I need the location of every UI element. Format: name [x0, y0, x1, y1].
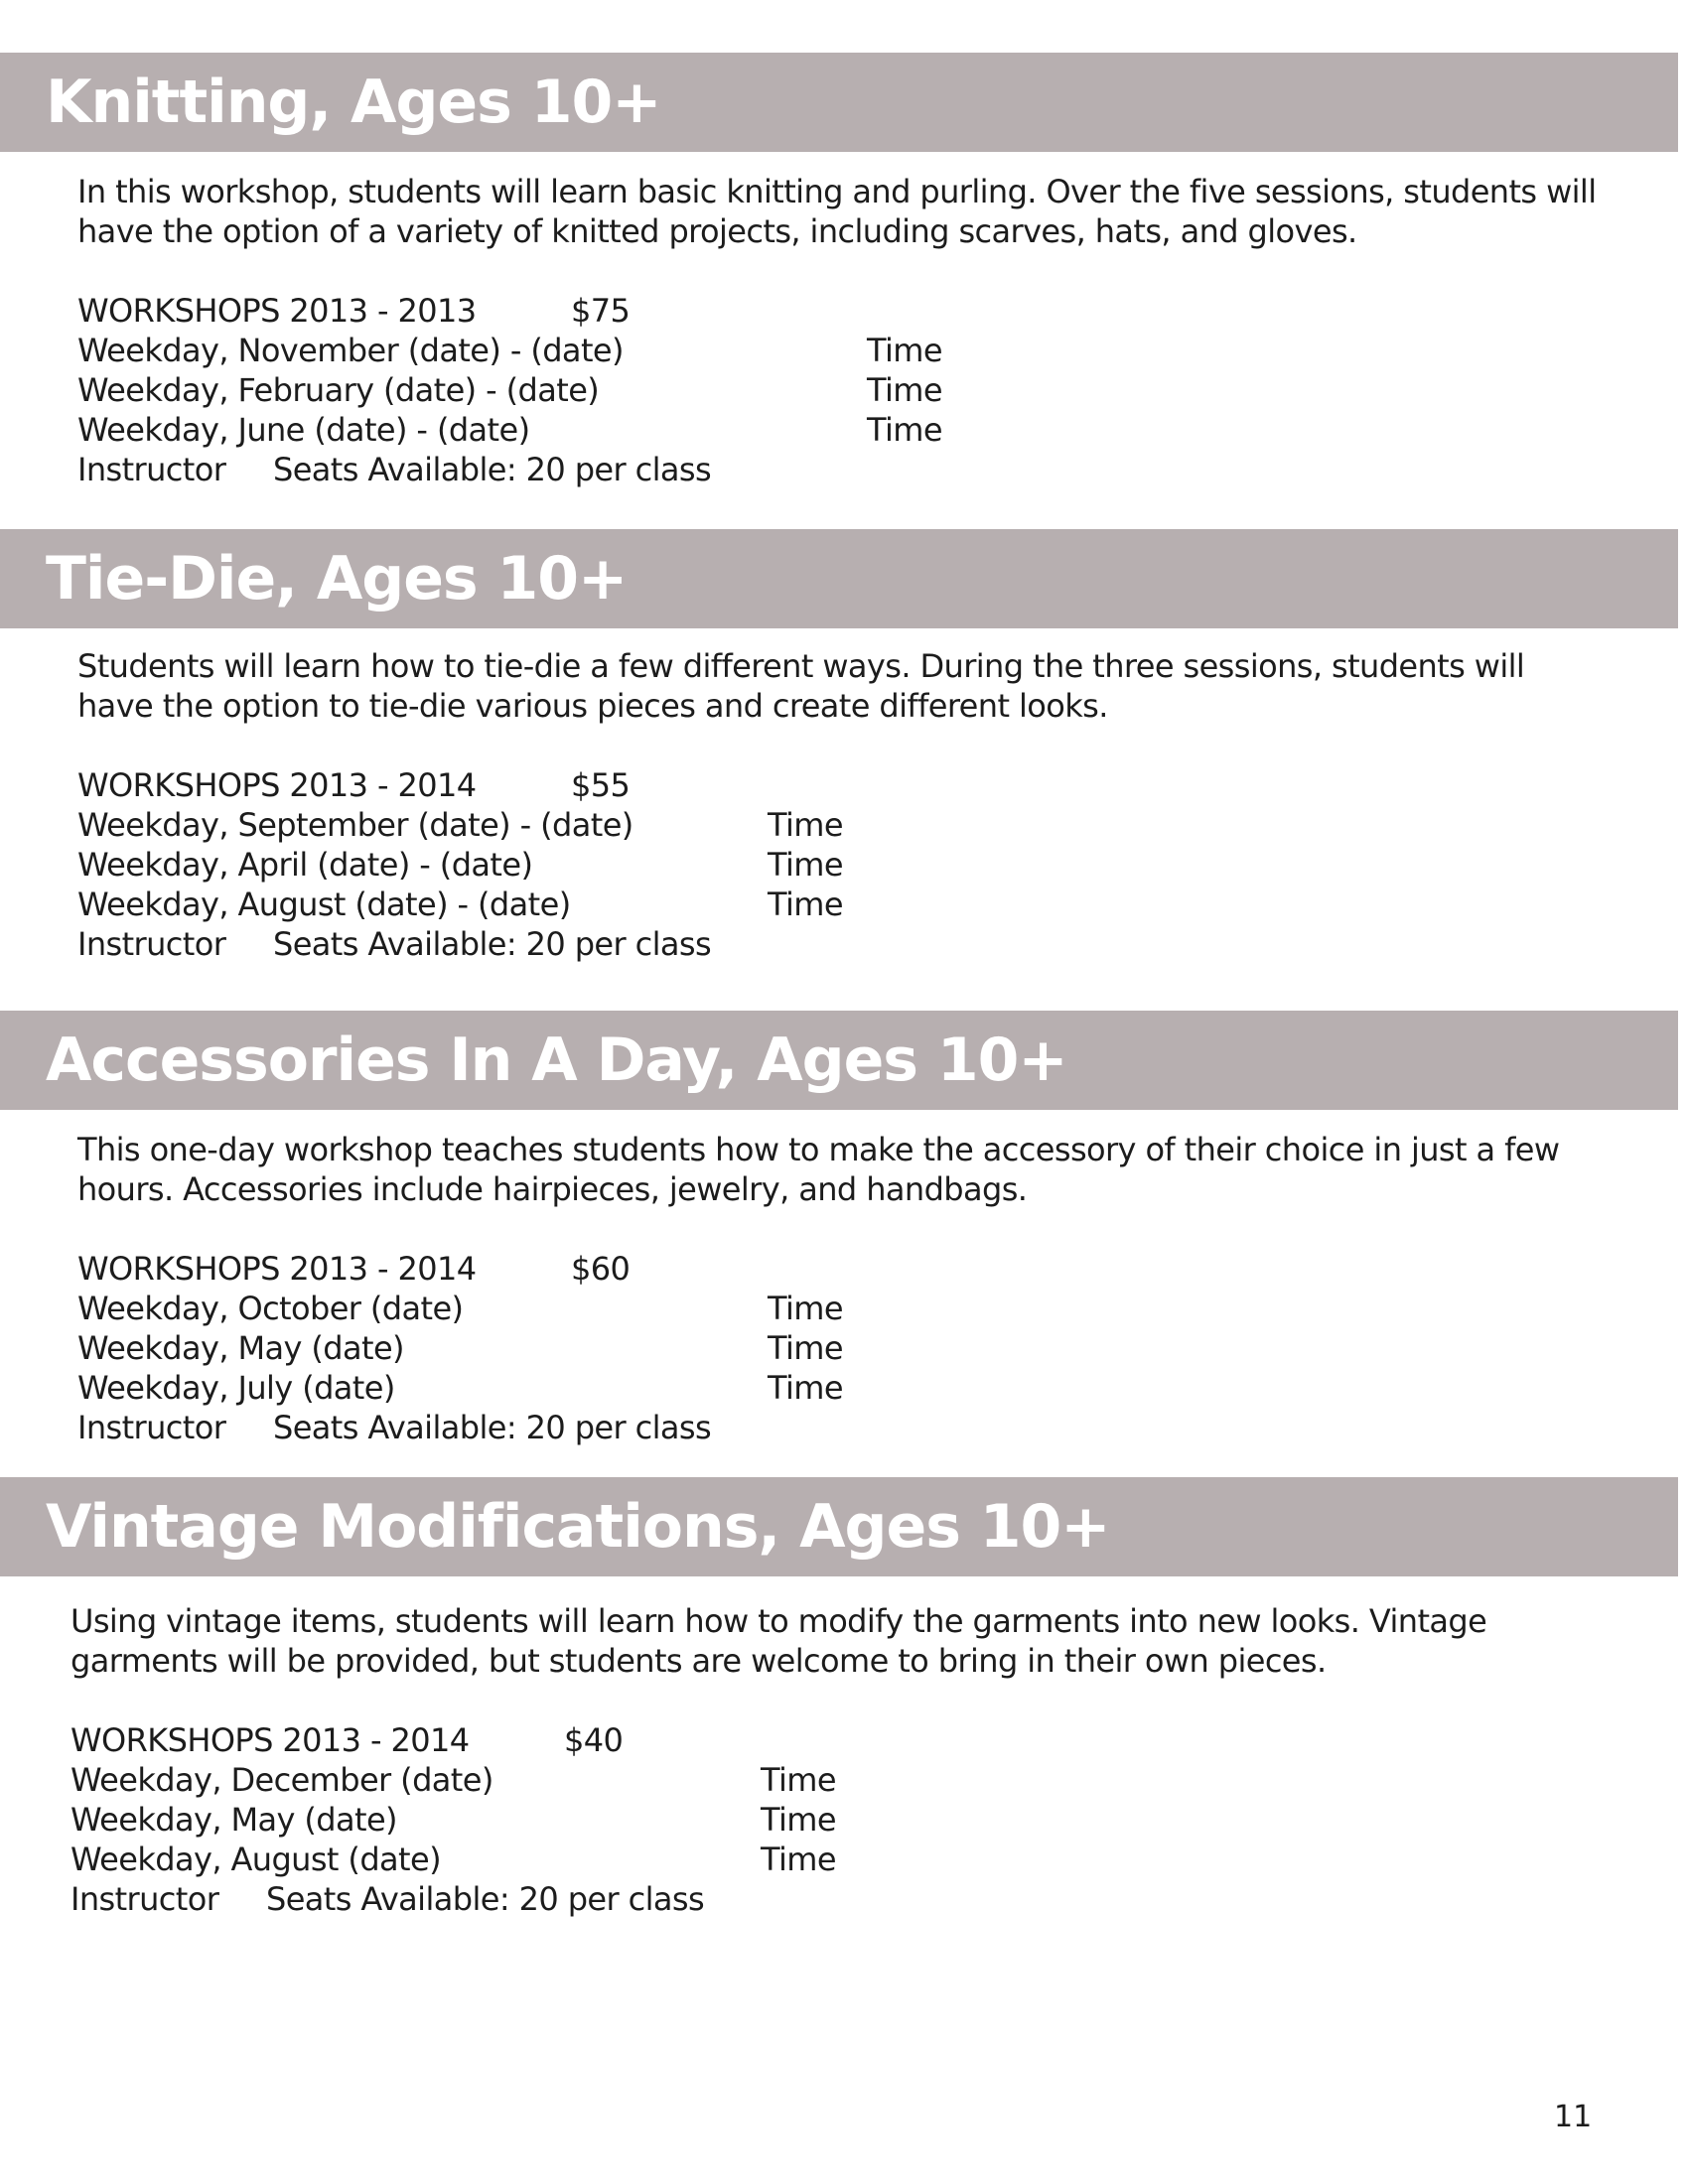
session-date: Weekday, October (date) [77, 1290, 464, 1327]
session-date: Weekday, April (date) - (date) [77, 846, 533, 884]
session-date: Weekday, May (date) [70, 1801, 397, 1839]
seats-available: Seats Available: 20 per class [273, 925, 712, 963]
price: $60 [571, 1250, 631, 1288]
section-description: This one-day workshop teaches students how to make the accessory of their choice in just a few hours. Accessories include hairpieces, jewelry, and handbags. [77, 1131, 1560, 1208]
instructor-label: Instructor [70, 1880, 219, 1918]
workshops-label: WORKSHOPS 2013 - 2014 [77, 766, 477, 804]
seats-available: Seats Available: 20 per class [266, 1880, 705, 1918]
section-description: In this workshop, students will learn basic knitting and purling. Over the five sessions, students will have the option of a variety of knitted projects, including scarves, hats, and gloves. [77, 173, 1597, 250]
seats-available: Seats Available: 20 per class [273, 1409, 712, 1446]
workshops-label: WORKSHOPS 2013 - 2014 [70, 1721, 470, 1759]
instructor-label: Instructor [77, 925, 226, 963]
page-number: 11 [1554, 2100, 1593, 2134]
session-time: Time [761, 1761, 836, 1799]
section-title: Vintage Modifications, Ages 10+ [46, 1492, 1110, 1562]
section-title: Accessories In A Day, Ages 10+ [46, 1025, 1067, 1095]
price: $75 [571, 292, 631, 330]
session-date: Weekday, August (date) - (date) [77, 886, 571, 923]
session-date: Weekday, July (date) [77, 1369, 395, 1407]
session-time: Time [768, 1329, 843, 1367]
session-time: Time [867, 411, 942, 449]
section-title: Tie-Die, Ages 10+ [46, 544, 628, 614]
session-date: Weekday, December (date) [70, 1761, 493, 1799]
section-banner [0, 53, 1678, 152]
price: $55 [571, 766, 631, 804]
section-banner [0, 1011, 1678, 1110]
session-date: Weekday, November (date) - (date) [77, 332, 624, 369]
session-time: Time [761, 1801, 836, 1839]
session-time: Time [867, 332, 942, 369]
session-date: Weekday, August (date) [70, 1841, 441, 1878]
session-time: Time [761, 1841, 836, 1878]
session-time: Time [768, 806, 843, 844]
instructor-label: Instructor [77, 451, 226, 488]
session-time: Time [768, 846, 843, 884]
session-date: Weekday, May (date) [77, 1329, 404, 1367]
price: $40 [564, 1721, 624, 1759]
session-date: Weekday, September (date) - (date) [77, 806, 633, 844]
section-banner [0, 529, 1678, 628]
session-date: Weekday, June (date) - (date) [77, 411, 530, 449]
session-date: Weekday, February (date) - (date) [77, 371, 600, 409]
workshops-label: WORKSHOPS 2013 - 2013 [77, 292, 477, 330]
section-banner [0, 1477, 1678, 1576]
section-description: Students will learn how to tie-die a few different ways. During the three sessions, students will have the option to tie-die various pieces and create different looks. [77, 647, 1525, 725]
session-time: Time [867, 371, 942, 409]
session-time: Time [768, 886, 843, 923]
instructor-label: Instructor [77, 1409, 226, 1446]
session-time: Time [768, 1369, 843, 1407]
seats-available: Seats Available: 20 per class [273, 451, 712, 488]
session-time: Time [768, 1290, 843, 1327]
section-title: Knitting, Ages 10+ [46, 68, 661, 137]
section-description: Using vintage items, students will learn how to modify the garments into new looks. Vintage garments will be provided, but students are welcome to bring in their own pieces. [70, 1602, 1487, 1680]
workshops-label: WORKSHOPS 2013 - 2014 [77, 1250, 477, 1288]
